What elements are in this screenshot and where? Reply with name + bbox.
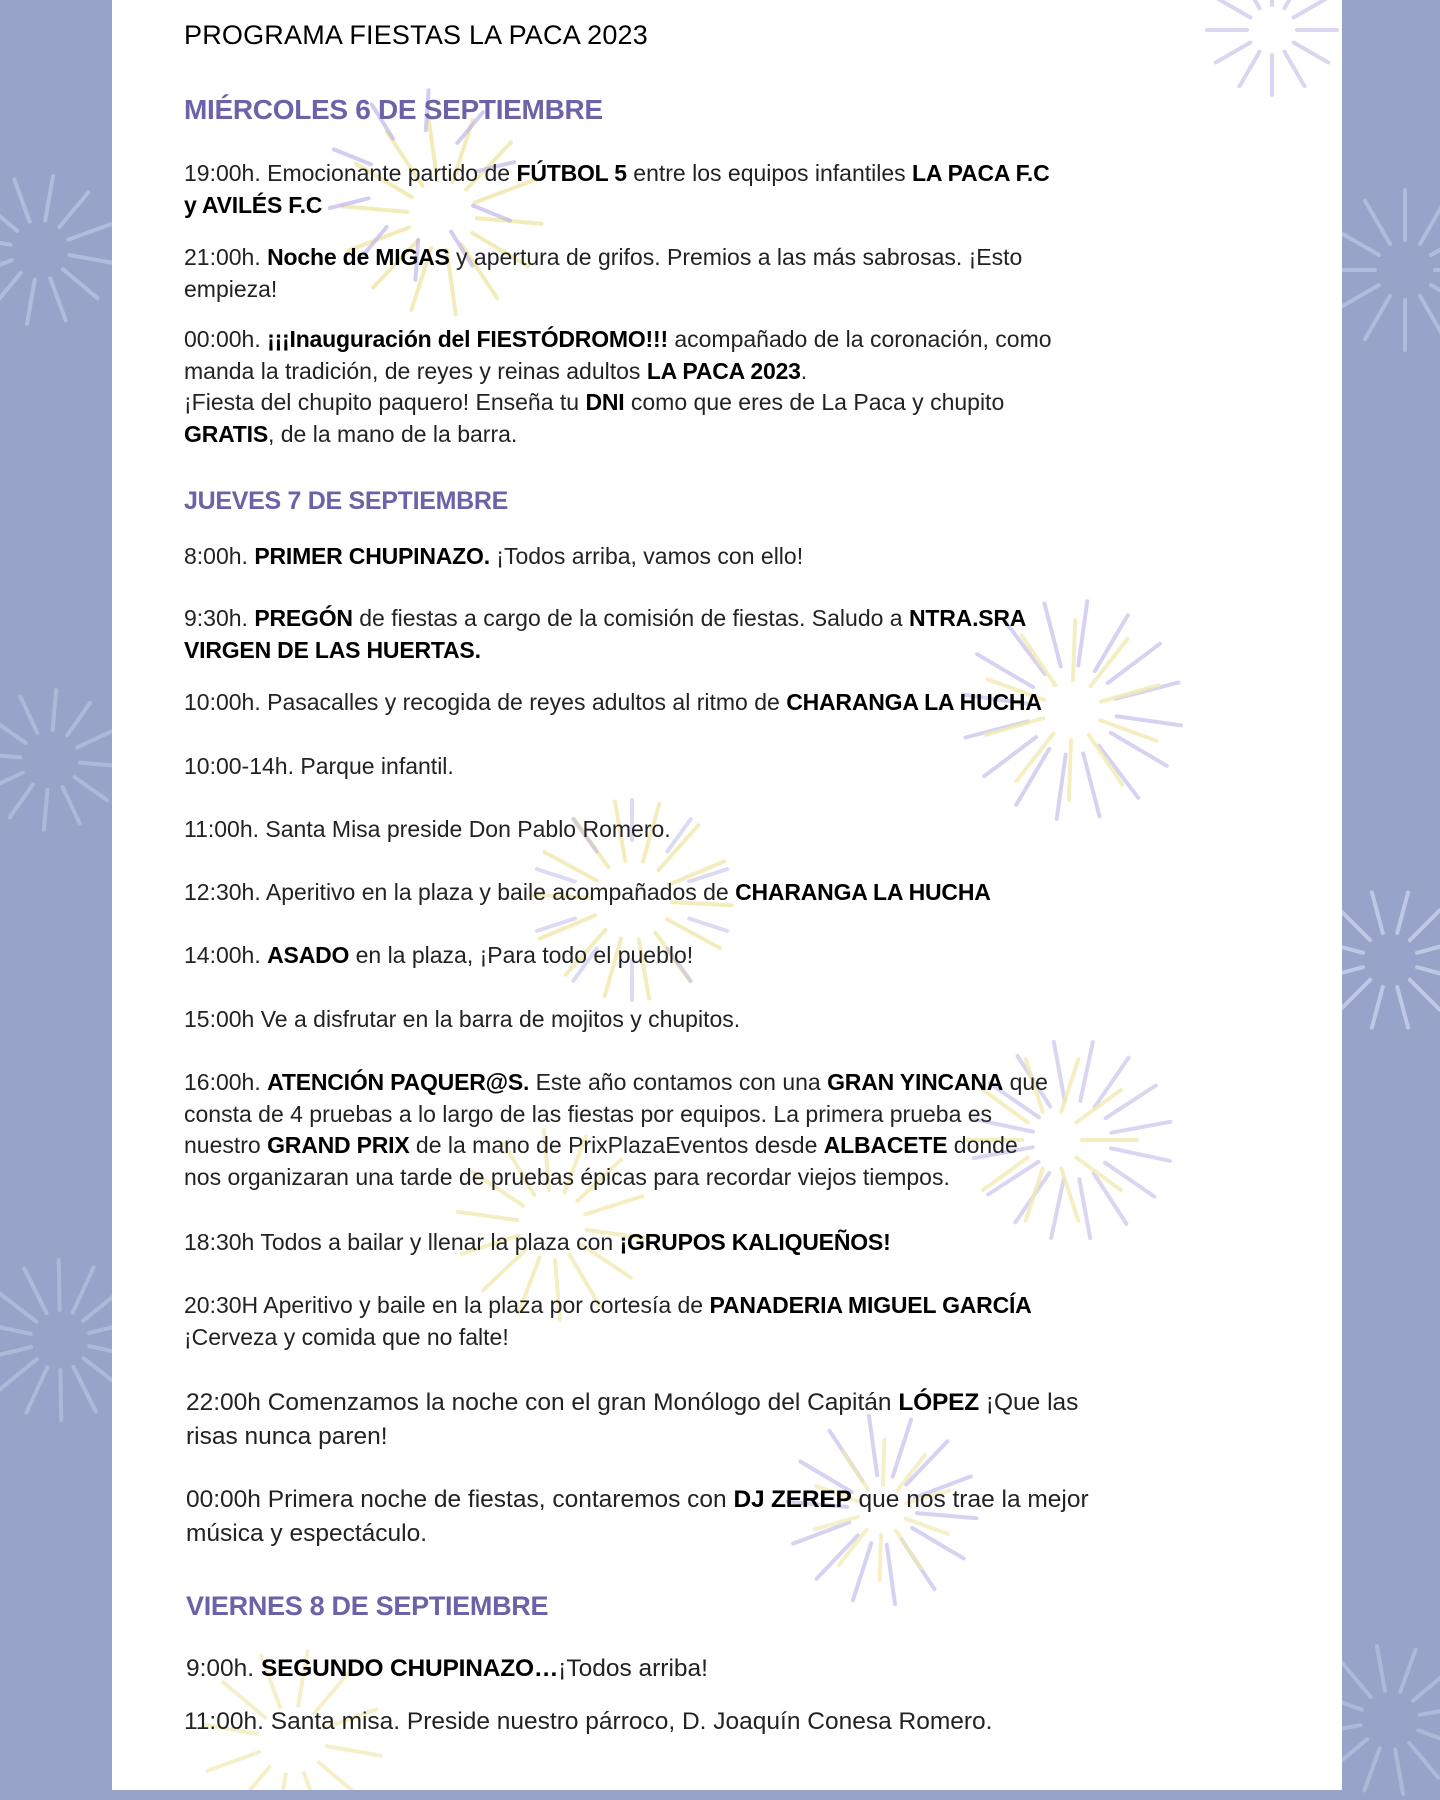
- highlighted-text: LA PACA 2023: [646, 357, 801, 384]
- event-text: 8:00h.: [184, 543, 255, 569]
- event-item: [184, 1290, 1032, 1353]
- event-text: 9:00h.: [186, 1655, 261, 1682]
- event-text: ¡Que las: [979, 1389, 1079, 1416]
- event-text: ¡Todos arriba, vamos con ello!: [489, 543, 804, 569]
- highlighted-text: LA PACA F.C: [912, 160, 1050, 186]
- event-item: [184, 603, 1026, 666]
- event-text: 15:00h Ve a disfrutar en la barra de mojitos y chupitos.: [184, 1006, 741, 1032]
- event-item: [184, 751, 454, 783]
- event-text: 10:00h. Pasacalles y recogida de reyes adultos al ritmo de: [184, 689, 787, 715]
- event-text: nos organizaran una tarde de pruebas épicas para recordar viejos tiempos.: [184, 1163, 950, 1190]
- event-text: empieza!: [184, 275, 278, 302]
- highlighted-text: ¡¡¡Inauguración del FIESTÓDROMO!!!: [267, 326, 668, 352]
- highlighted-text: GRATIS: [184, 420, 268, 447]
- highlighted-text: CHARANGA LA HUCHA: [786, 689, 1042, 715]
- highlighted-text: Noche de MIGAS: [267, 244, 450, 270]
- event-text: que nos trae la mejor: [851, 1486, 1089, 1513]
- event-text: 10:00-14h. Parque infantil.: [184, 753, 454, 779]
- event-item: [184, 687, 1042, 719]
- highlighted-text: DJ ZEREP: [733, 1486, 852, 1513]
- event-text: 11:00h. Santa misa. Preside nuestro párroco, D. Joaquín Conesa Romero.: [184, 1708, 993, 1735]
- firework-burst-icon: [1325, 190, 1440, 350]
- event-text: ¡Todos arriba!: [558, 1655, 708, 1682]
- event-item: [186, 1483, 1089, 1551]
- event-text: 14:00h.: [184, 942, 268, 968]
- event-text: consta de 4 pruebas a lo largo de las fiestas por equipos. La primera prueba es: [184, 1100, 993, 1127]
- event-item: [184, 541, 803, 573]
- highlighted-text: ATENCIÓN PAQUER@S.: [267, 1069, 530, 1095]
- highlighted-text: ALBACETE: [823, 1132, 948, 1158]
- event-text: ¡Cerveza y comida que no falte!: [184, 1323, 509, 1350]
- event-text: de fiestas a cargo de la comisión de fiestas. Saludo a: [352, 605, 909, 631]
- event-item: [184, 324, 1052, 450]
- event-text: donde: [947, 1132, 1018, 1158]
- event-text: música y espectáculo.: [186, 1520, 428, 1547]
- highlighted-text: PANADERIA MIGUEL GARCÍA: [709, 1292, 1032, 1318]
- highlighted-text: GRAND PRIX: [267, 1132, 410, 1158]
- event-text: 00:00h.: [184, 326, 268, 352]
- event-text: 22:00h Comenzamos la noche con el gran Monólogo del Capitán: [186, 1389, 899, 1416]
- firework-burst-icon: [0, 690, 120, 829]
- event-text: 9:30h.: [184, 605, 255, 631]
- firework-burst-icon: [1207, 0, 1337, 95]
- event-text: manda la tradición, de reyes y reinas adultos: [184, 357, 647, 384]
- event-text: 11:00h. Santa Misa preside Don Pablo Romero.: [184, 816, 671, 842]
- highlighted-text: FÚTBOL 5: [516, 160, 627, 186]
- event-item: [184, 242, 1022, 305]
- program-page: [112, 0, 1342, 1790]
- event-text: que: [1003, 1069, 1048, 1095]
- event-text: .: [800, 357, 808, 384]
- event-text: y apertura de grifos. Premios a las más sabrosas. ¡Esto: [449, 244, 1023, 270]
- event-item: [184, 877, 991, 909]
- event-text: 16:00h.: [184, 1069, 268, 1095]
- highlighted-text: NTRA.SRA: [908, 605, 1027, 631]
- day-heading-thursday: JUEVES 7 DE SEPTIEMBRE: [184, 487, 509, 515]
- event-item: [186, 1652, 708, 1686]
- day-heading-wednesday: MIÉRCOLES 6 DE SEPTIEMBRE: [184, 94, 603, 125]
- event-item: [184, 158, 1050, 221]
- event-text: de la mano de PrixPlazaEventos desde: [409, 1132, 824, 1158]
- event-text: en la plaza, ¡Para todo el pueblo!: [349, 942, 694, 968]
- day-heading-friday: VIERNES 8 DE SEPTIEMBRE: [186, 1591, 549, 1621]
- event-text: entre los equipos infantiles: [626, 160, 913, 186]
- event-item: [184, 814, 671, 846]
- event-text: 20:30H Aperitivo y baile en la plaza por cortesía de: [184, 1292, 710, 1318]
- event-item: [184, 940, 693, 972]
- event-item: [184, 1067, 1048, 1193]
- event-item: [184, 1227, 891, 1259]
- highlighted-text: GRAN YINCANA: [827, 1069, 1004, 1095]
- highlighted-text: DNI: [585, 389, 625, 415]
- event-item: [184, 1705, 993, 1739]
- event-text: risas nunca paren!: [186, 1423, 388, 1450]
- event-text: nuestro: [184, 1132, 268, 1158]
- highlighted-text: PREGÓN: [254, 605, 353, 631]
- event-text: 00:00h Primera noche de fiestas, contaremos con: [186, 1486, 734, 1513]
- highlighted-text: ¡GRUPOS KALIQUEÑOS!: [619, 1229, 891, 1255]
- event-text: 19:00h. Emocionante partido de: [184, 160, 517, 186]
- event-text: 12:30h. Aperitivo en la plaza y baile acompañados de: [184, 879, 736, 905]
- page-title: PROGRAMA FIESTAS LA PACA 2023: [184, 20, 648, 50]
- highlighted-text: ASADO: [267, 942, 350, 968]
- event-text: , de la mano de la barra.: [267, 420, 518, 447]
- highlighted-text: CHARANGA LA HUCHA: [735, 879, 991, 905]
- event-text: como que eres de La Paca y chupito: [624, 389, 1005, 415]
- event-text: Este año contamos con una: [529, 1069, 828, 1095]
- highlighted-text: VIRGEN DE LAS HUERTAS.: [184, 636, 481, 663]
- event-text: acompañado de la coronación, como: [667, 326, 1052, 352]
- highlighted-text: y AVILÉS F.C: [184, 191, 323, 218]
- firework-burst-icon: [0, 176, 114, 324]
- highlighted-text: SEGUNDO CHUPINAZO…: [260, 1655, 559, 1682]
- event-text: 21:00h.: [184, 244, 268, 270]
- event-text: 18:30h Todos a bailar y llenar la plaza con: [184, 1229, 620, 1255]
- event-text: ¡Fiesta del chupito paquero! Enseña tu: [184, 389, 586, 415]
- highlighted-text: LÓPEZ: [898, 1389, 979, 1416]
- event-item: [186, 1386, 1078, 1454]
- highlighted-text: PRIMER CHUPINAZO.: [254, 543, 490, 569]
- event-item: [184, 1004, 740, 1036]
